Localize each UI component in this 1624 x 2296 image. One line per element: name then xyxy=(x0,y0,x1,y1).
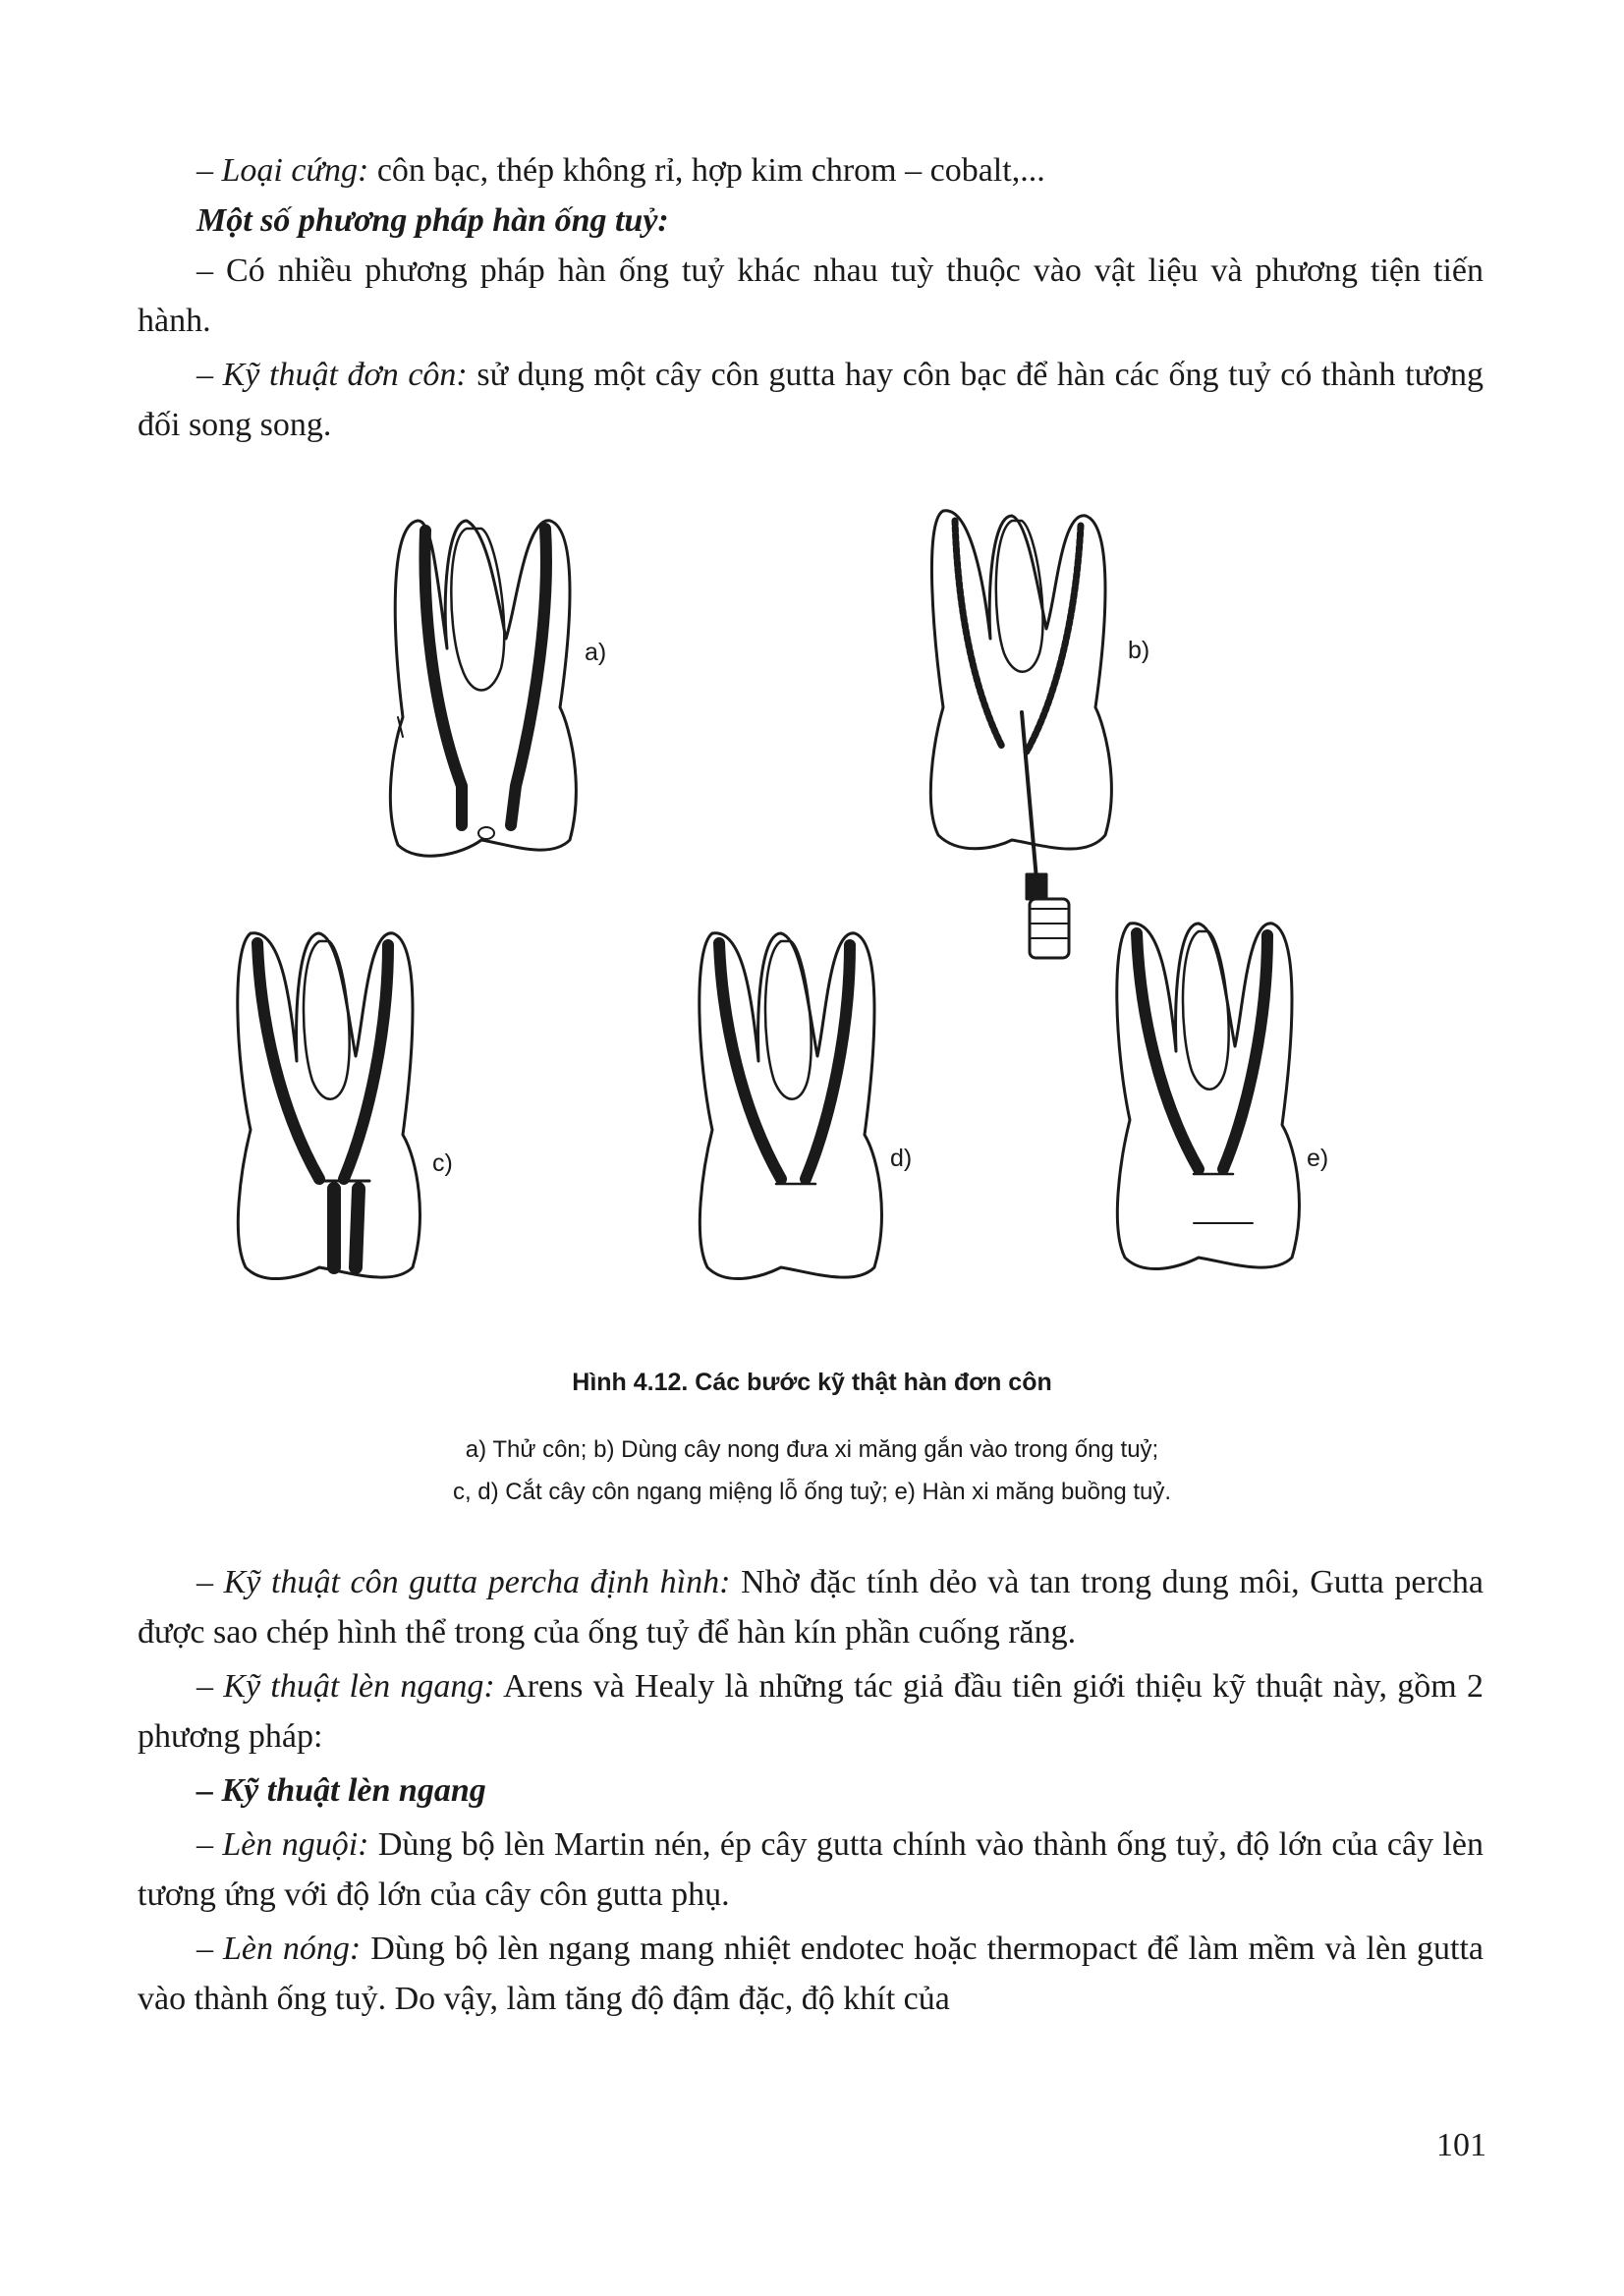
label-d: d) xyxy=(890,1145,913,1172)
paragraph-cold-condensation xyxy=(138,1820,1484,1920)
figure-4-12 xyxy=(0,491,1624,1356)
paragraph-text: Dùng bộ lèn ngang mang nhiệt endotec hoặc thermopact để làm mềm và lèn gutta vào thành ống tuỷ. Do vậy, làm tăng độ đậm đặc, độ khít của xyxy=(138,1931,1484,2017)
paragraph-text: sử dụng một cây côn gutta hay côn bạc để hàn các ống tuỷ có thành tương đối song song. xyxy=(138,357,1484,443)
bottom-text-block xyxy=(138,1557,1484,2024)
figure-caption-line-2: c, d) Cắt cây côn ngang miệng lỗ ống tuỷ; e) Hàn xi măng buồng tuỷ. xyxy=(452,1479,1172,1505)
top-text-block xyxy=(138,145,1484,450)
label-b: b) xyxy=(1128,637,1150,664)
paragraph-gutta-shaping xyxy=(138,1557,1484,1657)
paragraph-methods: – Có nhiều phương pháp hàn ống tuỷ khác nhau tuỳ thuộc vào vật liệu và phương tiện tiến hành. xyxy=(138,252,1484,339)
tooth-b xyxy=(930,511,1111,958)
paragraph-warm-condensation xyxy=(138,1924,1484,2024)
lead-term: – Kỹ thuật côn gutta percha định hình: xyxy=(196,1564,731,1600)
paragraph-text: côn bạc, thép không rỉ, hợp kim chrom – cobalt,... xyxy=(368,152,1045,189)
section-heading: Một số phương pháp hàn ống tuỷ: xyxy=(196,202,669,239)
label-c: c) xyxy=(432,1149,453,1177)
paragraph-lateral-condensation xyxy=(138,1661,1484,1762)
paragraph-text: Nhờ đặc tính dẻo và tan trong dung môi, Gutta percha được sao chép hình thể trong của ống tuỷ để hàn kín phần cuống răng. xyxy=(138,1564,1484,1651)
tooth-e xyxy=(1117,924,1300,1269)
lead-term: – Loại cứng: xyxy=(196,152,369,189)
page-number: 101 xyxy=(1436,2127,1486,2163)
paragraph-text: Arens và Healy là những tác giả đầu tiên giới thiệu kỹ thuật này, gồm 2 phương pháp: xyxy=(138,1668,1484,1755)
figure-caption-line-1: a) Thử côn; b) Dùng cây nong đưa xi măng gắn vào trong ống tuỷ; xyxy=(465,1436,1159,1463)
label-a: a) xyxy=(585,639,607,666)
lead-term: – Kỹ thuật đơn côn: xyxy=(196,357,468,393)
paragraph-hard-materials xyxy=(138,145,1484,196)
paragraph-text: Dùng bộ lèn Martin nén, ép cây gutta chính vào thành ống tuỷ, độ lớn của cây lèn tương ứng với độ lớn của cây côn gutta phụ. xyxy=(138,1826,1484,1913)
figure-caption-title: Hình 4.12. Các bước kỹ thật hàn đơn côn xyxy=(572,1369,1052,1396)
tooth-illustrations xyxy=(0,491,1624,1356)
subsection-heading: – Kỹ thuật lèn ngang xyxy=(196,1772,486,1809)
paragraph-single-cone xyxy=(138,350,1484,450)
lead-term: – Kỹ thuật lèn ngang: xyxy=(196,1668,495,1705)
tooth-c xyxy=(238,933,420,1279)
tooth-d xyxy=(700,933,882,1279)
label-e: e) xyxy=(1307,1145,1329,1172)
lead-term: – Lèn nguội: xyxy=(196,1826,369,1863)
tooth-a xyxy=(390,521,576,856)
lead-term: – Lèn nóng: xyxy=(196,1931,362,1967)
